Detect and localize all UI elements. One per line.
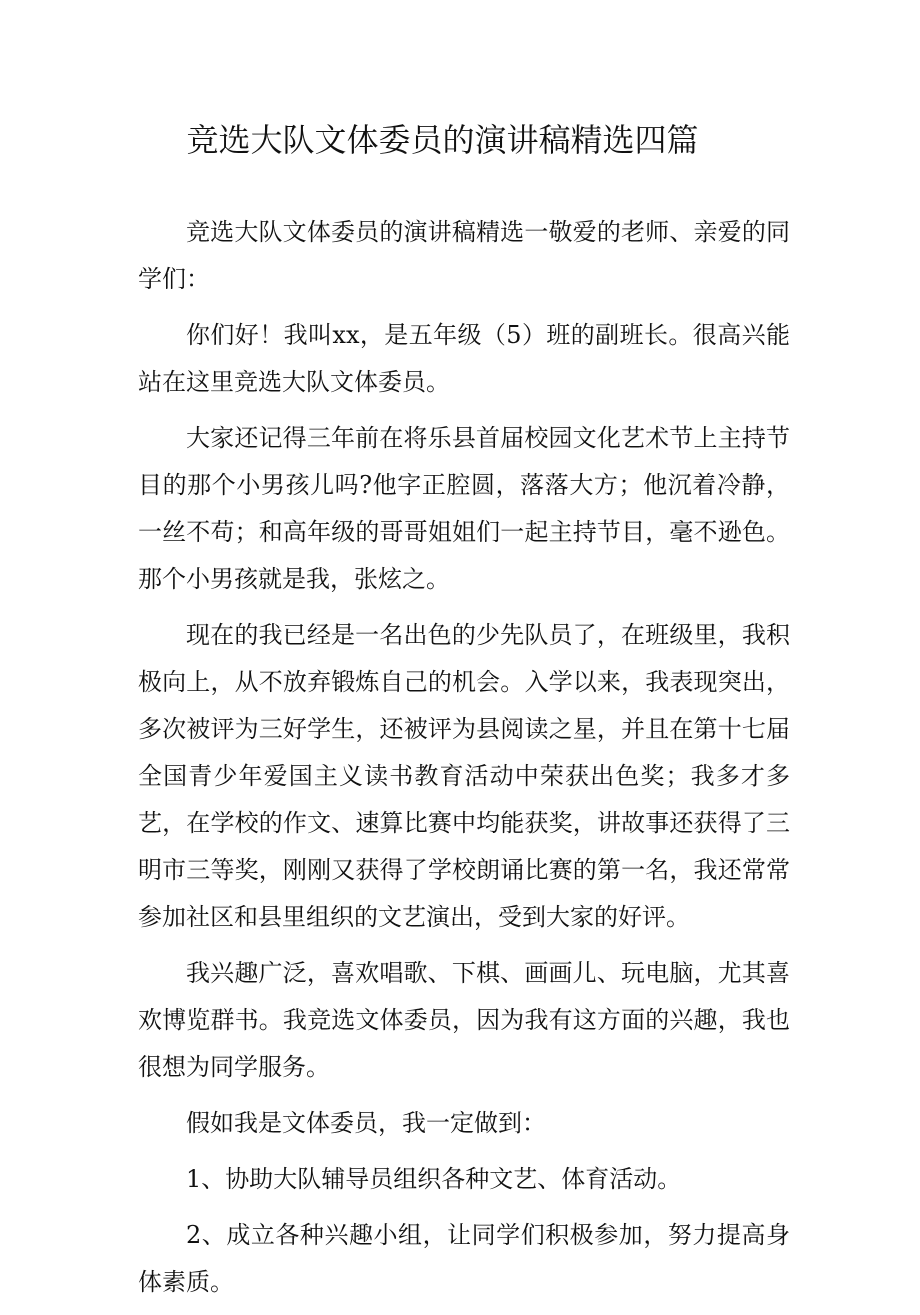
paragraph-introduction: 你们好！我叫xx，是五年级（5）班的副班长。很高兴能站在这里竞选大队文体委员。 (138, 321, 790, 396)
document-body (138, 209, 790, 1315)
paragraph-greeting: 竞选大队文体委员的演讲稿精选一敬爱的老师、亲爱的同学们： (138, 218, 790, 293)
paragraph-promise-2: 2、成立各种兴趣小组，让同学们积极参加，努力提高身体素质。 (138, 1221, 790, 1296)
paragraph-interests: 我兴趣广泛，喜欢唱歌、下棋、画画儿、玩电脑，尤其喜欢博览群书。我竞选文体委员，因为我有这方面的兴趣，我也很想为同学服务。 (138, 959, 790, 1081)
document-title: 竞选大队文体委员的演讲稿精选四篇 (186, 121, 699, 159)
paragraph-promise-1: 1、协助大队辅导员组织各种文艺、体育活动。 (186, 1165, 682, 1193)
paragraph-promise-intro: 假如我是文体委员，我一定做到： (186, 1109, 546, 1137)
paragraph-achievements: 现在的我已经是一名出色的少先队员了，在班级里，我积极向上，从不放弃锻炼自己的机会。入学以来，我表现突出，多次被评为三好学生，还被评为县阅读之星，并且在第十七届全国青少年爱国主义读书教育活动中荣获出色奖；我多才多艺，在学校的作文、速算比赛中均能获奖，讲故事还获得了三明市三等奖，刚刚又获得了学校朗诵比赛的第一名，我还常常参加社区和县里组织的文艺演出，受到大家的好评。 (138, 621, 790, 931)
paragraph-memory: 大家还记得三年前在将乐县首届校园文化艺术节上主持节目的那个小男孩儿吗?他字正腔圆，落落大方；他沉着冷静，一丝不苟；和高年级的哥哥姐姐们一起主持节目，毫不逊色。那个小男孩就是我，张炫之。 (138, 424, 790, 593)
